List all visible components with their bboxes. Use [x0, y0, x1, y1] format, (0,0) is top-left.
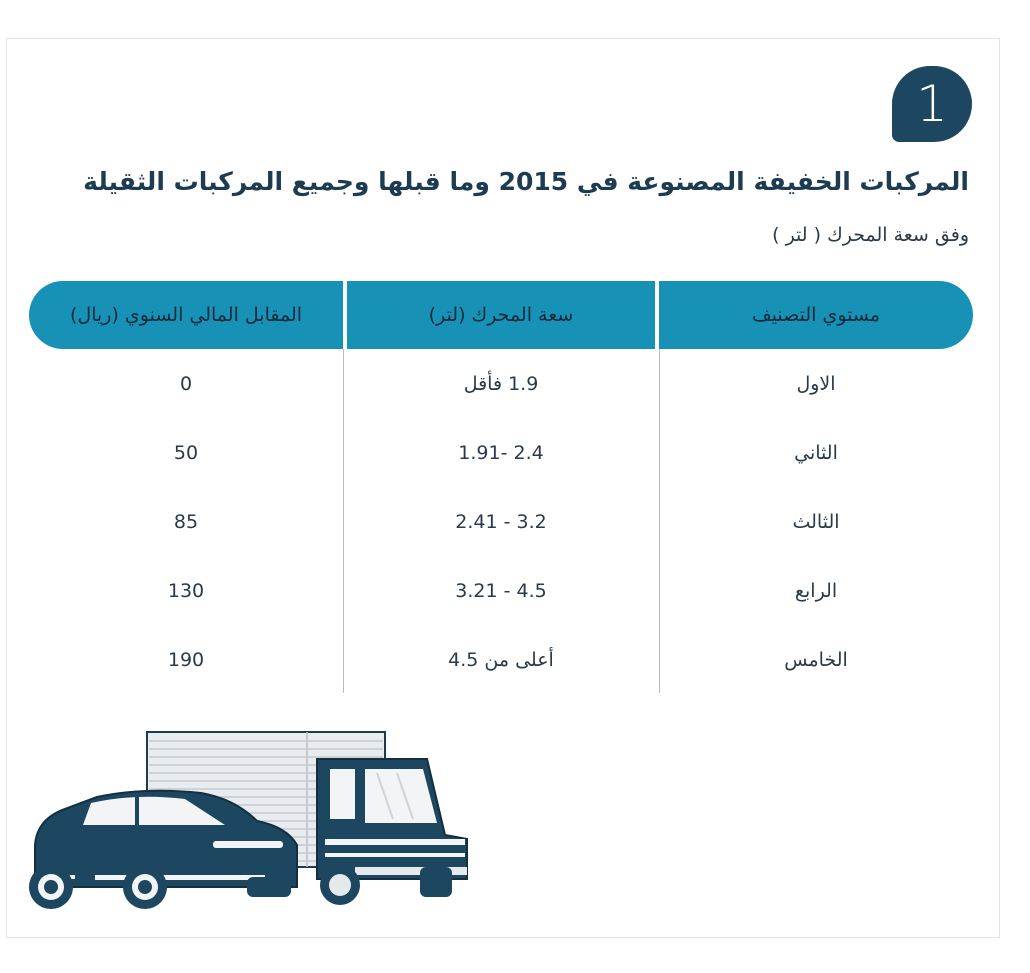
cell-level: الثاني [794, 441, 838, 464]
cell-level: الثالث [792, 510, 840, 533]
truck-cab [317, 759, 467, 879]
cell-capacity: 4.5 - 3.21 [455, 579, 547, 602]
cell-fee: 50 [173, 441, 199, 464]
cell-fee: 0 [179, 372, 193, 395]
cell-fee: 130 [167, 579, 205, 602]
cell-level: الرابع [794, 579, 838, 602]
table-row [29, 418, 973, 487]
card-subtitle: وفق سعة المحرك ( لتر ) [772, 224, 969, 246]
table-header [29, 281, 973, 349]
header-classification-level: مستوي التصنيف [752, 304, 880, 326]
cell-capacity: 2.4 -1.91 [458, 441, 544, 464]
table-row [29, 487, 973, 556]
car-and-truck-icon [25, 727, 477, 917]
table-body [29, 349, 973, 693]
table-row [29, 625, 973, 694]
header-annual-fee: المقابل المالي السنوي (ريال) [69, 304, 303, 326]
table-row [29, 349, 973, 418]
cell-capacity: 3.2 - 2.41 [455, 510, 547, 533]
cell-fee: 85 [173, 510, 199, 533]
step-number-badge [892, 66, 972, 142]
card-title: المركبات الخفيفة المصنوعة في 2015 وما قبلها وجميع المركبات الثقيلة [83, 167, 969, 196]
cell-level: الاول [796, 372, 836, 395]
header-engine-capacity: سعة المحرك (لتر) [343, 281, 659, 349]
cell-capacity: 1.9 فأقل [463, 372, 539, 395]
table-row [29, 556, 973, 625]
step-number: 1 [916, 75, 948, 133]
cell-capacity: أعلى من 4.5 [448, 648, 554, 671]
cell-level: الخامس [784, 648, 848, 671]
cell-fee: 190 [167, 648, 205, 671]
fee-card [6, 38, 1000, 938]
